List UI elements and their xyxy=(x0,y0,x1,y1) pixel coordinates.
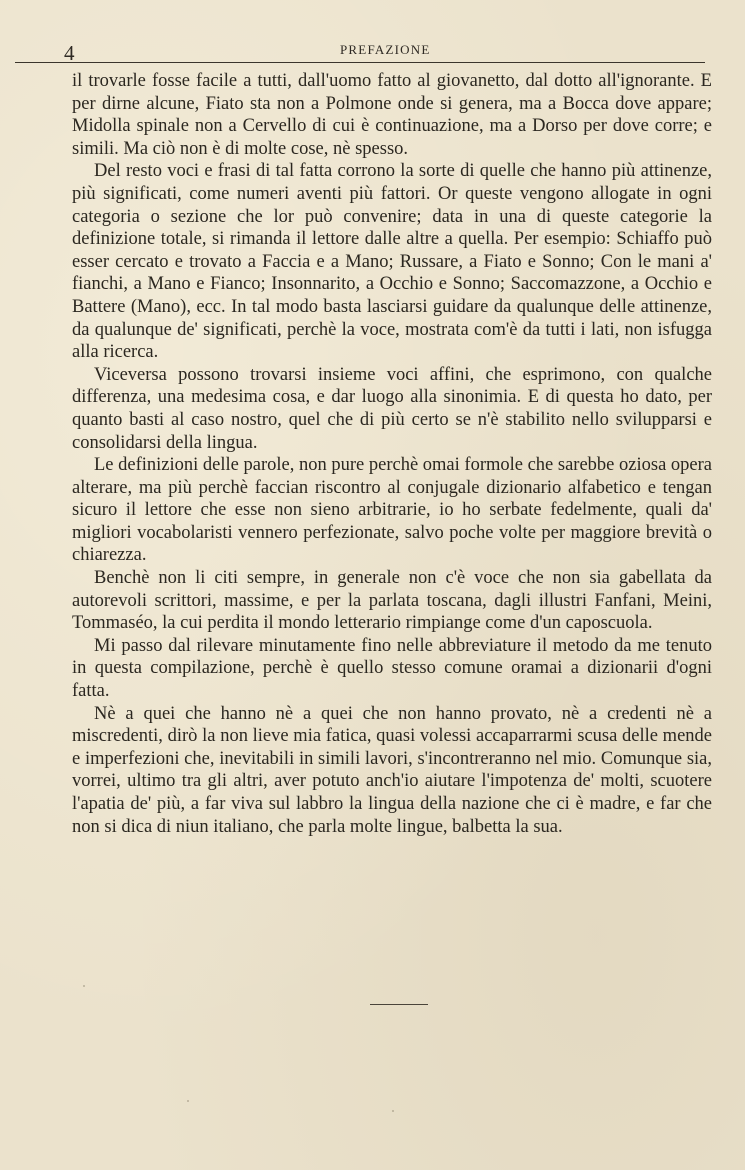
page-number: 4 xyxy=(64,41,75,65)
paragraph-continuation: il trovarle fosse facile a tutti, dall'uomo fatto al giovanetto, dal dotto all'ignorante. E per dirne alcune, Fiato sta non a Polmone onde si genera, ma a Bocca dove appare; Midolla spinale non a Cervello di cui è continuazione, ma a Dorso per dove corre; e simili. Ma ciò non è di molte cose, nè spesso. xyxy=(72,71,712,159)
header-rule xyxy=(15,62,705,63)
running-head: PREFAZIONE xyxy=(340,42,431,57)
paragraph-conclusione: Nè a quei che hanno nè a quei che non hanno provato, nè a credenti nè a miscredenti, dirò la non lieve mia fatica, quasi volessi accaparrarmi scusa delle mende e imperfezioni che, inevitabili in simili lavori, s'incontreranno nel mio. Comunque sia, vorrei, ultimo tra gli altri, aver potuto anch'io aiutare l'impotenza de' molti, scuotere l'apatia de' più, a far viva sul labbro la lingua della nazione che ci è madre, e far che non si dica di niun italiano, che parla molte lingue, balbetta la sua. xyxy=(72,703,712,837)
paper-speck xyxy=(187,1100,189,1102)
paragraph-attinenze: Del resto voci e frasi di tal fatta corrono la sorte di quelle che hanno più attinenze, più significati, come numeri aventi più fattori. Or queste vengono allogate in ogni categoria o sezione che lor può convenire; data in una di queste categorie la definizione totale, si rimanda il lettore dalle altre a quella. Per esempio: Schiaffo può esser cercato e trovato a Faccia e a Mano; Russare, a Fiato e Sonno; Con le mani a' fianchi, a Mano e Fianco; Insonnarito, a Occhio e Sonno; Saccomazzone, a Occhio e Battere (Mano), ecc. In tal modo basta lasciarsi guidare da qualunque delle attinenze, da qualunque de' significati, perchè la voce, mostrata com'è da tutti i lati, non isfugga alla ricerca. xyxy=(72,161,712,363)
paragraph-definizioni: Le definizioni delle parole, non pure perchè omai formole che sarebbe oziosa opera alterare, ma più perchè faccian riscontro al conjugale dizionario alfabetico e tengan sicuro il lettore che esse non sieno arbitrarie, io ho serbate fedelmente, quali da' migliori vocabolaristi vennero perfezionate, salvo poche volte per maggiore brevità o chiarezza. xyxy=(72,455,712,566)
paragraph-sinonimia: Viceversa possono trovarsi insieme voci affini, che esprimono, con qualche differenza, una medesima cosa, e dar luogo alla sinonimia. E di questa ho dato, per quanto basti al caso nostro, quel che di più certo se n'è stabilito nello svilupparsi e consolidarsi della lingua. xyxy=(72,364,712,453)
paper-speck xyxy=(83,985,85,987)
end-rule xyxy=(370,1004,428,1005)
paper-speck xyxy=(392,1110,394,1112)
paragraph-citazioni: Benchè non li citi sempre, in generale non c'è voce che non sia gabellata da autorevoli scrittori, massime, e per la parlata toscana, dagli illustri Fanfani, Meini, Tommaséo, la cui perdita il mondo letterario rimpiange come d'un caposcuola. xyxy=(72,568,712,634)
page-header xyxy=(64,38,712,65)
body-text xyxy=(72,70,712,838)
paragraph-metodo: Mi passo dal rilevare minutamente fino nelle abbreviature il metodo da me tenuto in questa compilazione, perchè è quello stesso comune oramai a dizionarii d'ogni fatta. xyxy=(72,635,712,702)
